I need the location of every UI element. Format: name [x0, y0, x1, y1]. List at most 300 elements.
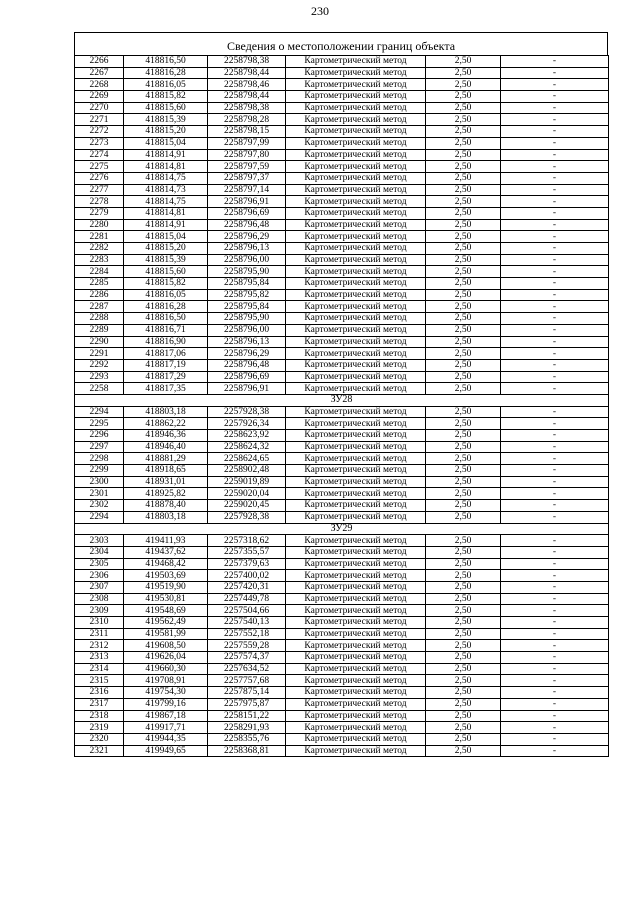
point-number-cell: 2294 — [75, 511, 124, 523]
y-coordinate-cell: 2257757,68 — [208, 675, 286, 687]
note-cell: - — [501, 628, 609, 640]
point-number-cell: 2312 — [75, 640, 124, 652]
table-row — [75, 535, 609, 547]
accuracy-cell: 2,50 — [426, 663, 501, 675]
table-row — [75, 359, 609, 371]
accuracy-cell: 2,50 — [426, 465, 501, 477]
table-title: Сведения о местоположении границ объекта — [74, 32, 608, 56]
table-row — [75, 546, 609, 558]
table-row — [75, 675, 609, 687]
x-coordinate-cell: 418814,91 — [124, 219, 208, 231]
note-cell: - — [501, 546, 609, 558]
point-number-cell: 2307 — [75, 581, 124, 593]
x-coordinate-cell: 418918,65 — [124, 465, 208, 477]
note-cell: - — [501, 640, 609, 652]
accuracy-cell: 2,50 — [426, 535, 501, 547]
y-coordinate-cell: 2258902,48 — [208, 465, 286, 477]
table-row — [75, 406, 609, 418]
x-coordinate-cell: 419626,04 — [124, 652, 208, 664]
point-number-cell: 2283 — [75, 254, 124, 266]
method-cell: Картометрический метод — [286, 652, 426, 664]
note-cell: - — [501, 231, 609, 243]
table-row — [75, 663, 609, 675]
note-cell: - — [501, 430, 609, 442]
accuracy-cell: 2,50 — [426, 371, 501, 383]
y-coordinate-cell: 2259020,04 — [208, 488, 286, 500]
accuracy-cell: 2,50 — [426, 278, 501, 290]
method-cell: Картометрический метод — [286, 383, 426, 395]
y-coordinate-cell: 2257926,34 — [208, 418, 286, 430]
y-coordinate-cell: 2258795,84 — [208, 301, 286, 313]
accuracy-cell: 2,50 — [426, 745, 501, 757]
point-number-cell: 2289 — [75, 324, 124, 336]
method-cell: Картометрический метод — [286, 114, 426, 126]
point-number-cell: 2301 — [75, 488, 124, 500]
method-cell: Картометрический метод — [286, 663, 426, 675]
note-cell: - — [501, 593, 609, 605]
note-cell: - — [501, 745, 609, 757]
y-coordinate-cell: 2258798,38 — [208, 56, 286, 68]
method-cell: Картометрический метод — [286, 570, 426, 582]
note-cell: - — [501, 243, 609, 255]
accuracy-cell: 2,50 — [426, 453, 501, 465]
y-coordinate-cell: 2257875,14 — [208, 687, 286, 699]
note-cell: - — [501, 418, 609, 430]
x-coordinate-cell: 419519,90 — [124, 581, 208, 593]
accuracy-cell: 2,50 — [426, 254, 501, 266]
x-coordinate-cell: 419437,62 — [124, 546, 208, 558]
note-cell: - — [501, 254, 609, 266]
y-coordinate-cell: 2257928,38 — [208, 406, 286, 418]
point-number-cell: 2315 — [75, 675, 124, 687]
x-coordinate-cell: 418817,35 — [124, 383, 208, 395]
table-row — [75, 266, 609, 278]
table-row — [75, 745, 609, 757]
note-cell: - — [501, 687, 609, 699]
table-row — [75, 418, 609, 430]
point-number-cell: 2279 — [75, 207, 124, 219]
x-coordinate-cell: 418814,81 — [124, 207, 208, 219]
note-cell: - — [501, 441, 609, 453]
table-row — [75, 371, 609, 383]
accuracy-cell: 2,50 — [426, 546, 501, 558]
point-number-cell: 2281 — [75, 231, 124, 243]
note-cell: - — [501, 67, 609, 79]
note-cell: - — [501, 219, 609, 231]
x-coordinate-cell: 418815,20 — [124, 243, 208, 255]
y-coordinate-cell: 2258795,82 — [208, 289, 286, 301]
table-row — [75, 254, 609, 266]
method-cell: Картометрический метод — [286, 406, 426, 418]
x-coordinate-cell: 419867,18 — [124, 710, 208, 722]
x-coordinate-cell: 418816,28 — [124, 67, 208, 79]
method-cell: Картометрический метод — [286, 371, 426, 383]
accuracy-cell: 2,50 — [426, 698, 501, 710]
method-cell: Картометрический метод — [286, 733, 426, 745]
method-cell: Картометрический метод — [286, 184, 426, 196]
method-cell: Картометрический метод — [286, 266, 426, 278]
accuracy-cell: 2,50 — [426, 67, 501, 79]
x-coordinate-cell: 418881,29 — [124, 453, 208, 465]
method-cell: Картометрический метод — [286, 722, 426, 734]
table-row — [75, 687, 609, 699]
accuracy-cell: 2,50 — [426, 710, 501, 722]
x-coordinate-cell: 419468,42 — [124, 558, 208, 570]
table-row — [75, 289, 609, 301]
accuracy-cell: 2,50 — [426, 628, 501, 640]
x-coordinate-cell: 418817,19 — [124, 359, 208, 371]
note-cell: - — [501, 535, 609, 547]
note-cell: - — [501, 663, 609, 675]
y-coordinate-cell: 2257574,37 — [208, 652, 286, 664]
y-coordinate-cell: 2258368,81 — [208, 745, 286, 757]
point-number-cell: 2267 — [75, 67, 124, 79]
note-cell: - — [501, 56, 609, 68]
table-row — [75, 558, 609, 570]
note-cell: - — [501, 359, 609, 371]
accuracy-cell: 2,50 — [426, 207, 501, 219]
method-cell: Картометрический метод — [286, 687, 426, 699]
x-coordinate-cell: 418814,73 — [124, 184, 208, 196]
method-cell: Картометрический метод — [286, 196, 426, 208]
y-coordinate-cell: 2257318,62 — [208, 535, 286, 547]
accuracy-cell: 2,50 — [426, 488, 501, 500]
x-coordinate-cell: 418814,75 — [124, 196, 208, 208]
accuracy-cell: 2,50 — [426, 172, 501, 184]
accuracy-cell: 2,50 — [426, 289, 501, 301]
point-number-cell: 2317 — [75, 698, 124, 710]
table-row — [75, 231, 609, 243]
x-coordinate-cell: 419411,93 — [124, 535, 208, 547]
point-number-cell: 2299 — [75, 465, 124, 477]
note-cell: - — [501, 570, 609, 582]
note-cell: - — [501, 465, 609, 477]
point-number-cell: 2309 — [75, 605, 124, 617]
method-cell: Картометрический метод — [286, 465, 426, 477]
y-coordinate-cell: 2258797,80 — [208, 149, 286, 161]
table-row — [75, 137, 609, 149]
method-cell: Картометрический метод — [286, 301, 426, 313]
y-coordinate-cell: 2258796,13 — [208, 243, 286, 255]
point-number-cell: 2311 — [75, 628, 124, 640]
point-number-cell: 2314 — [75, 663, 124, 675]
method-cell: Картометрический метод — [286, 91, 426, 103]
accuracy-cell: 2,50 — [426, 126, 501, 138]
method-cell: Картометрический метод — [286, 558, 426, 570]
accuracy-cell: 2,50 — [426, 137, 501, 149]
table-row — [75, 640, 609, 652]
note-cell: - — [501, 558, 609, 570]
point-number-cell: 2273 — [75, 137, 124, 149]
x-coordinate-cell: 418816,50 — [124, 313, 208, 325]
x-coordinate-cell: 419608,50 — [124, 640, 208, 652]
x-coordinate-cell: 419530,81 — [124, 593, 208, 605]
note-cell: - — [501, 266, 609, 278]
x-coordinate-cell: 418814,91 — [124, 149, 208, 161]
note-cell: - — [501, 710, 609, 722]
note-cell: - — [501, 324, 609, 336]
accuracy-cell: 2,50 — [426, 383, 501, 395]
y-coordinate-cell: 2257504,66 — [208, 605, 286, 617]
note-cell: - — [501, 453, 609, 465]
accuracy-cell: 2,50 — [426, 430, 501, 442]
table-row — [75, 383, 609, 395]
table-row — [75, 628, 609, 640]
y-coordinate-cell: 2257540,13 — [208, 617, 286, 629]
note-cell: - — [501, 91, 609, 103]
table-row — [75, 324, 609, 336]
note-cell: - — [501, 184, 609, 196]
point-number-cell: 2276 — [75, 172, 124, 184]
accuracy-cell: 2,50 — [426, 359, 501, 371]
method-cell: Картометрический метод — [286, 675, 426, 687]
accuracy-cell: 2,50 — [426, 511, 501, 523]
y-coordinate-cell: 2257379,63 — [208, 558, 286, 570]
y-coordinate-cell: 2258798,28 — [208, 114, 286, 126]
point-number-cell: 2291 — [75, 348, 124, 360]
table-row — [75, 465, 609, 477]
point-number-cell: 2258 — [75, 383, 124, 395]
group-label: ЗУ29 — [75, 523, 609, 535]
y-coordinate-cell: 2258798,38 — [208, 102, 286, 114]
x-coordinate-cell: 418946,40 — [124, 441, 208, 453]
table-row — [75, 722, 609, 734]
note-cell: - — [501, 675, 609, 687]
table-row — [75, 430, 609, 442]
y-coordinate-cell: 2258796,69 — [208, 371, 286, 383]
point-number-cell: 2290 — [75, 336, 124, 348]
x-coordinate-cell: 419548,69 — [124, 605, 208, 617]
accuracy-cell: 2,50 — [426, 418, 501, 430]
point-number-cell: 2305 — [75, 558, 124, 570]
point-number-cell: 2272 — [75, 126, 124, 138]
y-coordinate-cell: 2258798,44 — [208, 67, 286, 79]
table-row — [75, 710, 609, 722]
note-cell: - — [501, 79, 609, 91]
x-coordinate-cell: 419660,30 — [124, 663, 208, 675]
boundary-table-frame — [74, 32, 608, 757]
accuracy-cell: 2,50 — [426, 348, 501, 360]
accuracy-cell: 2,50 — [426, 243, 501, 255]
y-coordinate-cell: 2258796,00 — [208, 324, 286, 336]
y-coordinate-cell: 2258797,37 — [208, 172, 286, 184]
note-cell: - — [501, 137, 609, 149]
accuracy-cell: 2,50 — [426, 102, 501, 114]
method-cell: Картометрический метод — [286, 605, 426, 617]
table-row — [75, 184, 609, 196]
accuracy-cell: 2,50 — [426, 406, 501, 418]
x-coordinate-cell: 418816,28 — [124, 301, 208, 313]
x-coordinate-cell: 418815,04 — [124, 137, 208, 149]
point-number-cell: 2304 — [75, 546, 124, 558]
table-row — [75, 161, 609, 173]
method-cell: Картометрический метод — [286, 336, 426, 348]
method-cell: Картометрический метод — [286, 56, 426, 68]
table-row — [75, 313, 609, 325]
accuracy-cell: 2,50 — [426, 161, 501, 173]
x-coordinate-cell: 418803,18 — [124, 406, 208, 418]
method-cell: Картометрический метод — [286, 161, 426, 173]
point-number-cell: 2316 — [75, 687, 124, 699]
table-row — [75, 91, 609, 103]
accuracy-cell: 2,50 — [426, 301, 501, 313]
method-cell: Картометрический метод — [286, 453, 426, 465]
x-coordinate-cell: 419581,99 — [124, 628, 208, 640]
note-cell: - — [501, 488, 609, 500]
y-coordinate-cell: 2258796,48 — [208, 359, 286, 371]
y-coordinate-cell: 2258795,90 — [208, 313, 286, 325]
table-row — [75, 441, 609, 453]
method-cell: Картометрический метод — [286, 617, 426, 629]
point-number-cell: 2302 — [75, 500, 124, 512]
accuracy-cell: 2,50 — [426, 313, 501, 325]
method-cell: Картометрический метод — [286, 430, 426, 442]
table-row — [75, 56, 609, 68]
x-coordinate-cell: 418803,18 — [124, 511, 208, 523]
method-cell: Картометрический метод — [286, 137, 426, 149]
point-number-cell: 2275 — [75, 161, 124, 173]
accuracy-cell: 2,50 — [426, 476, 501, 488]
table-row — [75, 102, 609, 114]
point-number-cell: 2287 — [75, 301, 124, 313]
table-row — [75, 348, 609, 360]
accuracy-cell: 2,50 — [426, 722, 501, 734]
x-coordinate-cell: 418815,82 — [124, 278, 208, 290]
accuracy-cell: 2,50 — [426, 570, 501, 582]
page-number: 230 — [311, 4, 329, 18]
accuracy-cell: 2,50 — [426, 593, 501, 605]
y-coordinate-cell: 2259019,89 — [208, 476, 286, 488]
table-row — [75, 149, 609, 161]
point-number-cell: 2282 — [75, 243, 124, 255]
table-row — [75, 652, 609, 664]
y-coordinate-cell: 2258355,76 — [208, 733, 286, 745]
method-cell: Картометрический метод — [286, 231, 426, 243]
accuracy-cell: 2,50 — [426, 184, 501, 196]
note-cell: - — [501, 196, 609, 208]
note-cell: - — [501, 698, 609, 710]
y-coordinate-cell: 2257552,18 — [208, 628, 286, 640]
accuracy-cell: 2,50 — [426, 640, 501, 652]
table-row — [75, 453, 609, 465]
x-coordinate-cell: 418817,29 — [124, 371, 208, 383]
table-row — [75, 511, 609, 523]
y-coordinate-cell: 2258797,99 — [208, 137, 286, 149]
point-number-cell: 2303 — [75, 535, 124, 547]
y-coordinate-cell: 2257634,52 — [208, 663, 286, 675]
x-coordinate-cell: 418878,40 — [124, 500, 208, 512]
method-cell: Картометрический метод — [286, 243, 426, 255]
x-coordinate-cell: 419503,69 — [124, 570, 208, 582]
point-number-cell: 2310 — [75, 617, 124, 629]
table-row — [75, 278, 609, 290]
y-coordinate-cell: 2258796,29 — [208, 348, 286, 360]
method-cell: Картометрический метод — [286, 289, 426, 301]
accuracy-cell: 2,50 — [426, 56, 501, 68]
point-number-cell: 2274 — [75, 149, 124, 161]
table-row — [75, 500, 609, 512]
point-number-cell: 2321 — [75, 745, 124, 757]
table-row — [75, 67, 609, 79]
method-cell: Картометрический метод — [286, 254, 426, 266]
note-cell: - — [501, 722, 609, 734]
y-coordinate-cell: 2258796,00 — [208, 254, 286, 266]
y-coordinate-cell: 2258798,44 — [208, 91, 286, 103]
point-number-cell: 2318 — [75, 710, 124, 722]
table-row — [75, 617, 609, 629]
accuracy-cell: 2,50 — [426, 733, 501, 745]
y-coordinate-cell: 2258623,92 — [208, 430, 286, 442]
x-coordinate-cell: 419917,71 — [124, 722, 208, 734]
method-cell: Картометрический метод — [286, 745, 426, 757]
y-coordinate-cell: 2257355,57 — [208, 546, 286, 558]
y-coordinate-cell: 2258796,48 — [208, 219, 286, 231]
table-row — [75, 593, 609, 605]
x-coordinate-cell: 418816,90 — [124, 336, 208, 348]
table-row — [75, 733, 609, 745]
x-coordinate-cell: 418815,39 — [124, 114, 208, 126]
note-cell: - — [501, 406, 609, 418]
point-number-cell: 2297 — [75, 441, 124, 453]
point-number-cell: 2271 — [75, 114, 124, 126]
point-number-cell: 2280 — [75, 219, 124, 231]
method-cell: Картометрический метод — [286, 488, 426, 500]
y-coordinate-cell: 2258624,65 — [208, 453, 286, 465]
table-row — [75, 698, 609, 710]
x-coordinate-cell: 419562,49 — [124, 617, 208, 629]
table-row — [75, 79, 609, 91]
y-coordinate-cell: 2259020,45 — [208, 500, 286, 512]
method-cell: Картометрический метод — [286, 476, 426, 488]
y-coordinate-cell: 2258797,59 — [208, 161, 286, 173]
table-row — [75, 570, 609, 582]
accuracy-cell: 2,50 — [426, 266, 501, 278]
y-coordinate-cell: 2258798,46 — [208, 79, 286, 91]
note-cell: - — [501, 278, 609, 290]
note-cell: - — [501, 383, 609, 395]
point-number-cell: 2270 — [75, 102, 124, 114]
point-number-cell: 2266 — [75, 56, 124, 68]
point-number-cell: 2293 — [75, 371, 124, 383]
y-coordinate-cell: 2258151,22 — [208, 710, 286, 722]
point-number-cell: 2294 — [75, 406, 124, 418]
point-number-cell: 2292 — [75, 359, 124, 371]
y-coordinate-cell: 2258795,84 — [208, 278, 286, 290]
x-coordinate-cell: 418815,60 — [124, 102, 208, 114]
method-cell: Картометрический метод — [286, 348, 426, 360]
x-coordinate-cell: 418815,20 — [124, 126, 208, 138]
table-row — [75, 336, 609, 348]
y-coordinate-cell: 2258795,90 — [208, 266, 286, 278]
point-number-cell: 2320 — [75, 733, 124, 745]
accuracy-cell: 2,50 — [426, 219, 501, 231]
x-coordinate-cell: 418925,82 — [124, 488, 208, 500]
method-cell: Картометрический метод — [286, 172, 426, 184]
x-coordinate-cell: 418931,01 — [124, 476, 208, 488]
x-coordinate-cell: 418816,71 — [124, 324, 208, 336]
x-coordinate-cell: 418815,60 — [124, 266, 208, 278]
note-cell: - — [501, 301, 609, 313]
y-coordinate-cell: 2258796,91 — [208, 383, 286, 395]
method-cell: Картометрический метод — [286, 359, 426, 371]
note-cell: - — [501, 102, 609, 114]
note-cell: - — [501, 114, 609, 126]
y-coordinate-cell: 2257400,02 — [208, 570, 286, 582]
method-cell: Картометрический метод — [286, 102, 426, 114]
x-coordinate-cell: 418814,75 — [124, 172, 208, 184]
accuracy-cell: 2,50 — [426, 324, 501, 336]
table-row — [75, 196, 609, 208]
